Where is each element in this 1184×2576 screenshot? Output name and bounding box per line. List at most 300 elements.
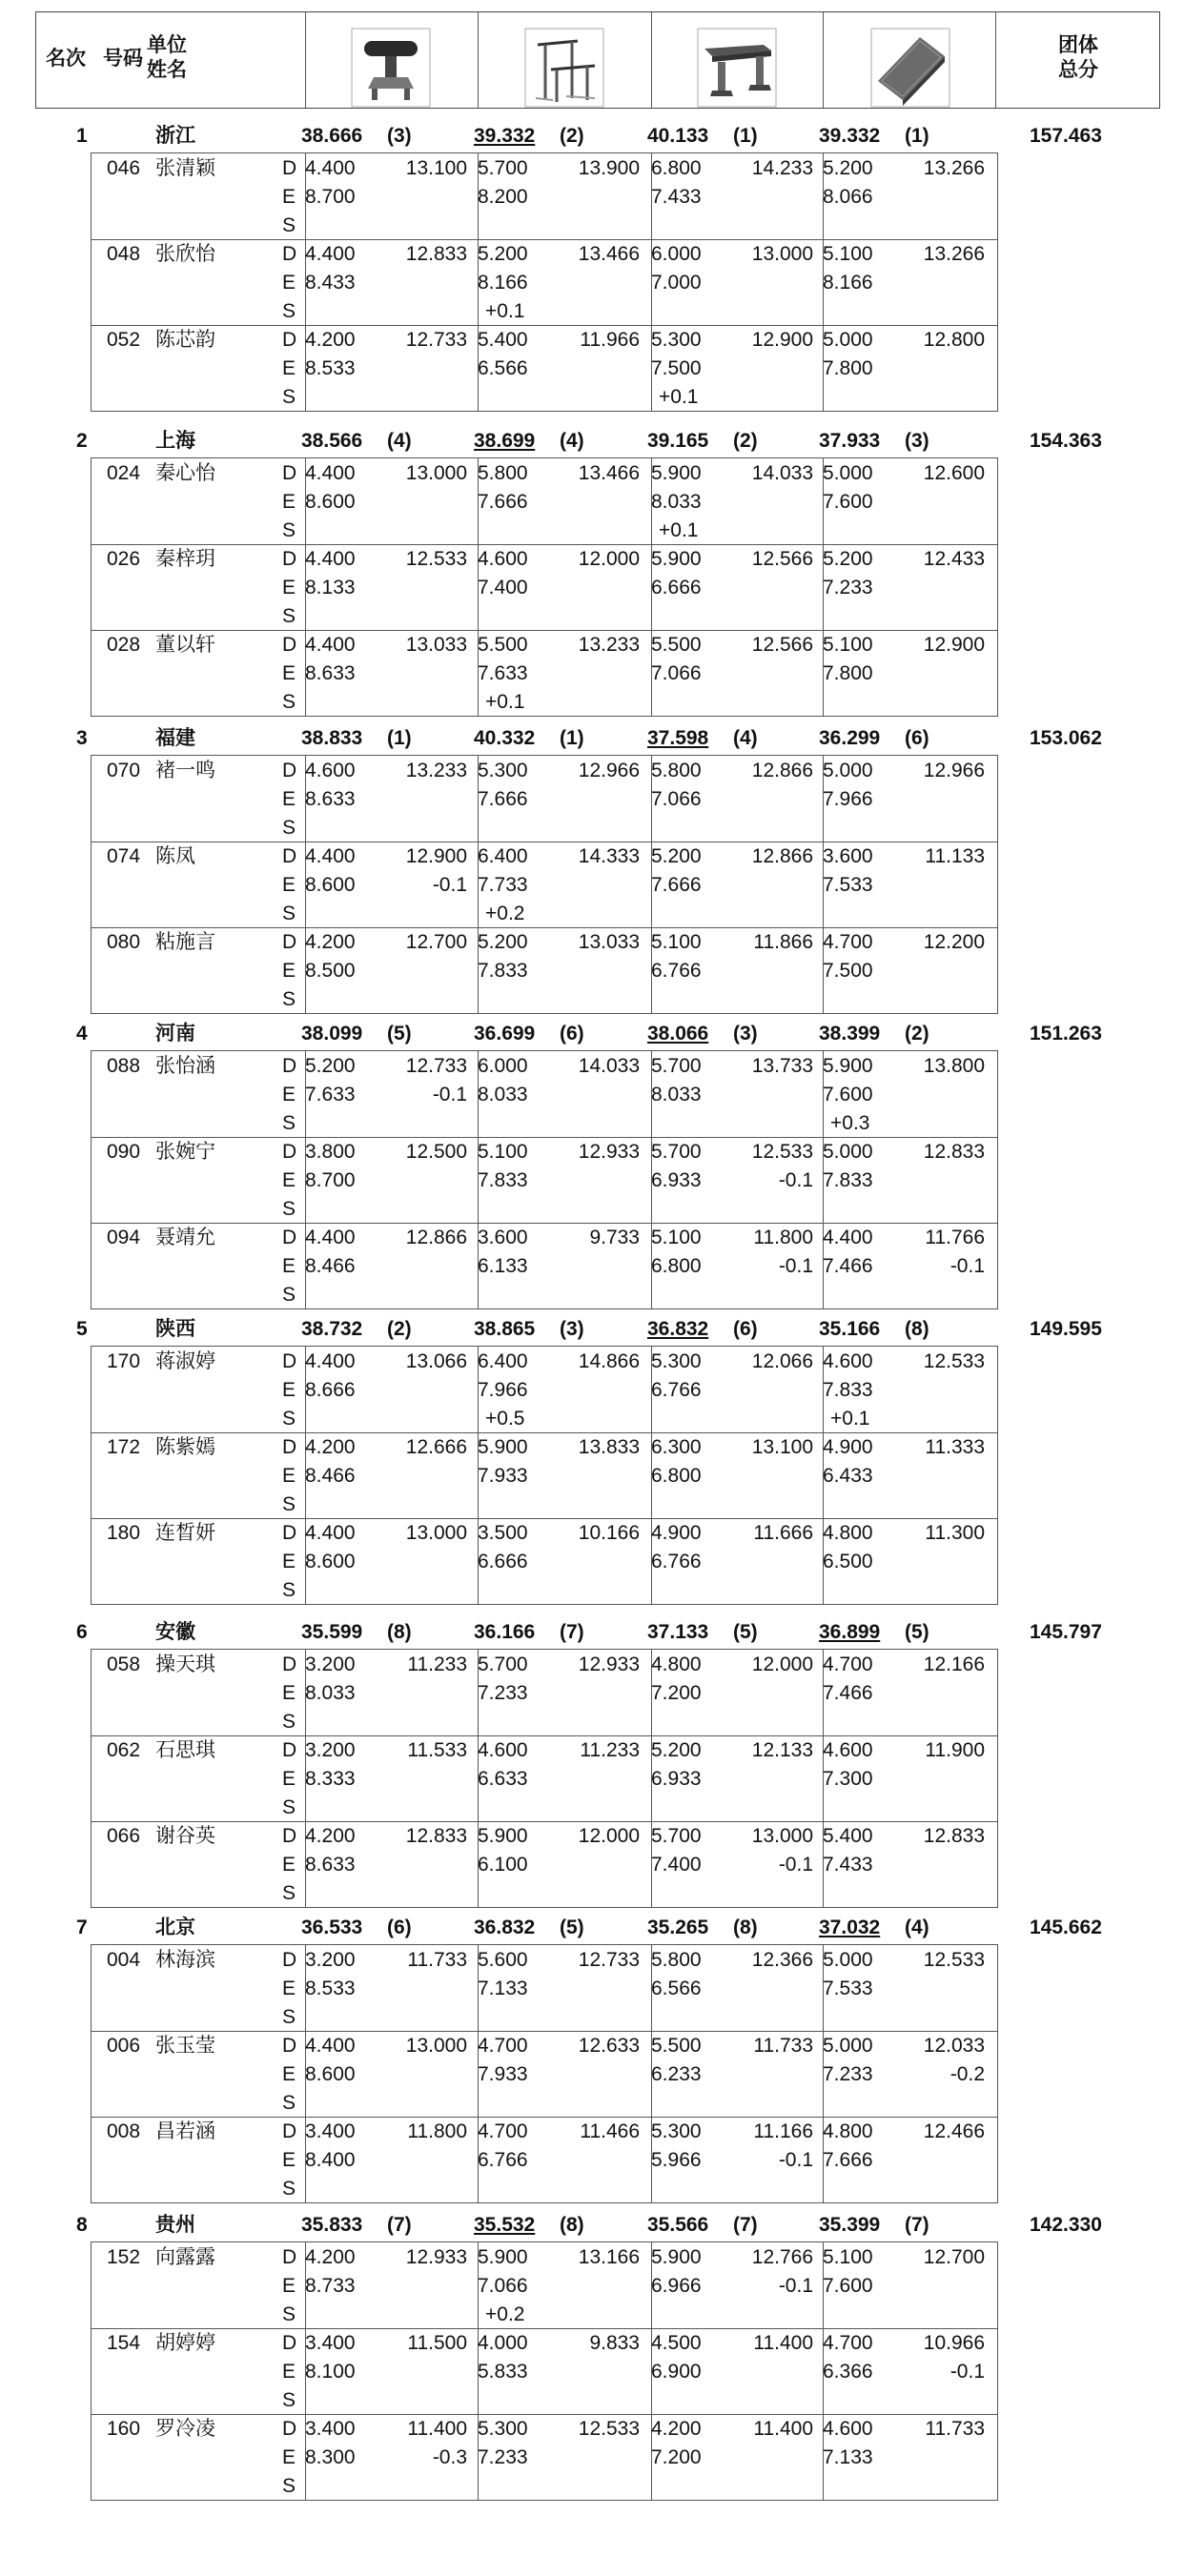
- e-score: 7.600: [823, 491, 873, 513]
- total-score: 11.466: [580, 2120, 640, 2142]
- total-score: 12.966: [578, 760, 640, 781]
- d-score: 5.900: [823, 1055, 873, 1077]
- d-score: 5.500: [651, 634, 702, 656]
- header-divider: [823, 12, 824, 108]
- athlete-name: 陈芯韵: [155, 329, 215, 351]
- d-score: 5.700: [651, 1825, 702, 1847]
- athlete-name: 张清颖: [155, 157, 215, 179]
- des-label: E: [282, 2361, 296, 2383]
- e-score: 6.800: [651, 1465, 702, 1487]
- e-score: 6.633: [478, 1768, 528, 1790]
- total-score: 13.000: [405, 2035, 467, 2057]
- e-score: 7.066: [478, 2275, 528, 2297]
- e-score: 7.066: [651, 788, 702, 810]
- total-score: 12.866: [405, 1227, 467, 1248]
- total-score: 12.533: [578, 2418, 640, 2440]
- des-label: E: [282, 1255, 296, 1277]
- team-apparatus-rank: (3): [905, 430, 929, 452]
- d-score: 4.400: [305, 243, 356, 265]
- d-score: 3.400: [305, 2332, 356, 2354]
- bonus: +0.3: [830, 1112, 870, 1134]
- total-score: 12.966: [923, 760, 985, 781]
- total-score: 12.866: [751, 845, 813, 867]
- team-apparatus-score: 35.166: [819, 1318, 881, 1340]
- d-score: 3.200: [305, 1949, 356, 1971]
- des-label: S: [282, 1882, 296, 1904]
- team-apparatus-score: 35.599: [301, 1621, 363, 1643]
- total-score: 12.700: [405, 931, 467, 953]
- e-score: 7.533: [823, 1978, 873, 1999]
- d-score: 5.800: [478, 462, 528, 484]
- total-score: 12.833: [923, 1825, 985, 1847]
- d-score: 5.300: [478, 2418, 528, 2440]
- team-apparatus-score: 40.133: [647, 125, 709, 147]
- des-label: E: [282, 662, 296, 684]
- team-apparatus-rank: (2): [387, 1318, 412, 1340]
- e-score: 8.433: [305, 272, 356, 294]
- d-score: 5.200: [823, 157, 873, 179]
- team-apparatus-score: 38.099: [301, 1023, 363, 1045]
- des-label: S: [282, 1711, 296, 1733]
- bonus: +0.1: [830, 1408, 870, 1430]
- team-total: 151.263: [1030, 1023, 1102, 1045]
- des-label: S: [282, 2389, 296, 2411]
- e-score: 8.033: [478, 1084, 528, 1105]
- athlete-code: 028: [107, 634, 141, 656]
- total-score: 11.733: [753, 2035, 813, 2057]
- total-score: 13.000: [405, 462, 467, 484]
- team-apparatus-score: 35.265: [647, 1917, 709, 1938]
- total-score: 12.766: [751, 2246, 813, 2268]
- e-score: 6.766: [651, 1379, 702, 1401]
- header-divider: [651, 12, 652, 108]
- penalty: -0.1: [432, 874, 467, 896]
- d-score: 4.900: [823, 1436, 873, 1458]
- d-score: 3.200: [305, 1739, 356, 1761]
- d-score: 5.300: [651, 2120, 702, 2142]
- total-score: 12.833: [405, 243, 467, 265]
- athlete-name: 连晳妍: [155, 1522, 215, 1544]
- des-label: E: [282, 577, 296, 598]
- total-score: 14.033: [751, 462, 813, 484]
- team-apparatus-rank: (7): [560, 1621, 584, 1643]
- total-score: 13.000: [751, 243, 813, 265]
- athlete-name: 张欣怡: [155, 243, 215, 265]
- d-score: 5.000: [823, 329, 873, 351]
- des-label: S: [282, 386, 296, 408]
- des-label: E: [282, 186, 296, 208]
- team-apparatus-score: 36.299: [819, 727, 881, 749]
- d-score: 4.200: [305, 1436, 356, 1458]
- total-score: 13.466: [578, 462, 640, 484]
- team-rank: 7: [76, 1917, 88, 1938]
- d-score: 4.700: [478, 2120, 528, 2142]
- e-score: 7.833: [478, 960, 528, 982]
- total-score: 12.733: [405, 1055, 467, 1077]
- team-unit: 贵州: [155, 2214, 195, 2236]
- d-score: 4.600: [823, 1739, 873, 1761]
- d-score: 4.400: [305, 1227, 356, 1248]
- team-unit: 福建: [155, 727, 195, 749]
- e-score: 5.966: [651, 2149, 702, 2171]
- d-score: 5.900: [478, 2246, 528, 2268]
- d-score: 4.200: [305, 2246, 356, 2268]
- e-score: 7.200: [651, 2446, 702, 2468]
- athlete-code: 090: [107, 1141, 141, 1163]
- team-apparatus-rank: (8): [733, 1917, 758, 1938]
- penalty: -0.1: [432, 1084, 467, 1105]
- team-apparatus-rank: (6): [387, 1917, 412, 1938]
- total-score: 12.866: [751, 760, 813, 781]
- e-score: 8.700: [305, 186, 356, 208]
- total-score: 12.633: [578, 2035, 640, 2057]
- d-score: 4.800: [823, 2120, 873, 2142]
- team-apparatus-score: 39.332: [474, 125, 536, 147]
- e-score: 6.766: [651, 960, 702, 982]
- d-score: 6.300: [651, 1436, 702, 1458]
- team-apparatus-score: 38.699: [474, 430, 536, 452]
- e-score: 8.066: [823, 186, 873, 208]
- team-apparatus-rank: (2): [733, 430, 758, 452]
- athlete-name: 操天琪: [155, 1653, 215, 1675]
- e-score: 6.133: [478, 1255, 528, 1277]
- e-score: 8.600: [305, 491, 356, 513]
- d-score: 6.800: [651, 157, 702, 179]
- des-label: E: [282, 1379, 296, 1401]
- e-score: 6.566: [651, 1978, 702, 1999]
- des-label: D: [282, 634, 297, 656]
- total-score: 9.833: [589, 2332, 640, 2354]
- d-score: 3.600: [823, 845, 873, 867]
- e-score: 6.433: [823, 1465, 873, 1487]
- d-score: 3.400: [305, 2120, 356, 2142]
- e-score: 8.166: [478, 272, 528, 294]
- d-score: 4.600: [823, 1350, 873, 1372]
- d-score: 5.200: [478, 931, 528, 953]
- d-score: 4.600: [478, 548, 528, 570]
- athlete-name: 粘施言: [155, 931, 215, 953]
- des-label: S: [282, 300, 296, 322]
- athlete-name: 张怡涵: [155, 1055, 215, 1077]
- total-score: 12.666: [405, 1436, 467, 1458]
- team-apparatus-score: 38.732: [301, 1318, 363, 1340]
- des-label: E: [282, 1084, 296, 1105]
- des-label: D: [282, 931, 297, 953]
- bonus: +0.1: [659, 386, 699, 408]
- total-score: 12.733: [578, 1949, 640, 1971]
- e-score: 7.066: [651, 662, 702, 684]
- d-score: 4.800: [823, 1522, 873, 1544]
- e-score: 7.433: [823, 1854, 873, 1876]
- penalty: -0.1: [778, 2149, 813, 2171]
- d-score: 3.600: [478, 1227, 528, 1248]
- team-apparatus-rank: (1): [733, 125, 758, 147]
- e-score: 7.400: [478, 577, 528, 598]
- des-label: S: [282, 2475, 296, 2497]
- d-score: 5.100: [823, 243, 873, 265]
- total-score: 12.833: [405, 1825, 467, 1847]
- des-label: S: [282, 903, 296, 924]
- d-score: 5.900: [478, 1436, 528, 1458]
- e-score: 7.833: [478, 1169, 528, 1191]
- team-apparatus-rank: (6): [560, 1023, 584, 1045]
- total-score: 12.933: [578, 1653, 640, 1675]
- team-apparatus-score: 36.166: [474, 1621, 536, 1643]
- team-apparatus-rank: (4): [387, 430, 412, 452]
- total-score: 10.966: [923, 2332, 985, 2354]
- team-rank: 2: [76, 430, 88, 452]
- des-label: D: [282, 2246, 297, 2268]
- des-label: E: [282, 1465, 296, 1487]
- team-apparatus-rank: (7): [733, 2214, 758, 2236]
- code-header: 号码: [103, 48, 143, 70]
- d-score: 4.800: [651, 1653, 702, 1675]
- d-score: 4.400: [305, 462, 356, 484]
- total-score: 11.733: [407, 1949, 467, 1971]
- e-score: 8.600: [305, 1551, 356, 1572]
- rank-header: 名次: [46, 48, 86, 70]
- total-score: 11.966: [580, 329, 640, 351]
- e-score: 8.133: [305, 577, 356, 598]
- e-score: 7.466: [823, 1255, 873, 1277]
- d-score: 5.200: [478, 243, 528, 265]
- e-score: 7.000: [651, 272, 702, 294]
- team-apparatus-score: 38.066: [647, 1023, 709, 1045]
- athlete-code: 172: [107, 1436, 141, 1458]
- team-rank: 8: [76, 2214, 88, 2236]
- team-apparatus-score: 37.032: [819, 1917, 881, 1938]
- athlete-code: 006: [107, 2035, 141, 2057]
- e-score: 7.833: [823, 1169, 873, 1191]
- des-label: S: [282, 1284, 296, 1306]
- athlete-name: 聂靖允: [155, 1227, 215, 1248]
- athlete-code: 048: [107, 243, 141, 265]
- bonus: +0.1: [659, 519, 699, 541]
- e-score: 8.733: [305, 2275, 356, 2297]
- total-score: 13.233: [405, 760, 467, 781]
- d-score: 6.400: [478, 1350, 528, 1372]
- des-label: D: [282, 2035, 297, 2057]
- e-score: 7.966: [823, 788, 873, 810]
- total-score: 12.900: [923, 634, 985, 656]
- e-score: 7.600: [823, 2275, 873, 2297]
- athlete-name: 谢谷英: [155, 1825, 215, 1847]
- header-divider: [305, 12, 306, 108]
- d-score: 5.300: [651, 329, 702, 351]
- d-score: 4.700: [823, 1653, 873, 1675]
- team-apparatus-score: 35.399: [819, 2214, 881, 2236]
- des-label: E: [282, 1551, 296, 1572]
- e-score: 8.466: [305, 1465, 356, 1487]
- penalty: -0.1: [778, 1255, 813, 1277]
- total-score: 12.500: [405, 1141, 467, 1163]
- d-score: 5.200: [651, 845, 702, 867]
- team-total: 153.062: [1030, 727, 1102, 749]
- d-score: 5.900: [651, 548, 702, 570]
- athlete-code: 058: [107, 1653, 141, 1675]
- d-score: 5.000: [823, 760, 873, 781]
- e-score: 8.533: [305, 1978, 356, 1999]
- total-score: 12.533: [923, 1949, 985, 1971]
- athlete-code: 026: [107, 548, 141, 570]
- team-apparatus-rank: (4): [560, 430, 584, 452]
- e-score: 8.033: [305, 1682, 356, 1704]
- athlete-code: 074: [107, 845, 141, 867]
- des-label: D: [282, 845, 297, 867]
- d-score: 5.100: [823, 2246, 873, 2268]
- d-score: 4.700: [478, 2035, 528, 2057]
- des-label: D: [282, 2332, 297, 2354]
- team-apparatus-score: 38.666: [301, 125, 363, 147]
- total-score: 12.066: [751, 1350, 813, 1372]
- des-label: E: [282, 788, 296, 810]
- total-score: 11.400: [753, 2332, 813, 2354]
- total-score: 13.233: [578, 634, 640, 656]
- e-score: 8.166: [823, 272, 873, 294]
- d-score: 4.600: [305, 760, 356, 781]
- des-label: D: [282, 243, 297, 265]
- team-rank: 1: [76, 125, 88, 147]
- e-score: 8.033: [651, 491, 702, 513]
- e-score: 7.466: [823, 1682, 873, 1704]
- e-score: 8.300: [305, 2446, 356, 2468]
- team-unit: 北京: [155, 1917, 195, 1938]
- total-score: 13.033: [405, 634, 467, 656]
- team-apparatus-rank: (3): [560, 1318, 584, 1340]
- d-score: 5.400: [823, 1825, 873, 1847]
- d-score: 4.400: [823, 1227, 873, 1248]
- e-score: 7.666: [478, 788, 528, 810]
- e-score: 6.666: [651, 577, 702, 598]
- team-apparatus-score: 38.399: [819, 1023, 881, 1045]
- e-score: 8.100: [305, 2361, 356, 2383]
- team-apparatus-rank: (5): [905, 1621, 929, 1643]
- e-score: 7.133: [478, 1978, 528, 1999]
- total-score: 11.733: [925, 2418, 985, 2440]
- total-score: 11.500: [407, 2332, 467, 2354]
- d-score: 4.200: [305, 931, 356, 953]
- des-label: E: [282, 272, 296, 294]
- d-score: 4.400: [305, 634, 356, 656]
- des-label: E: [282, 491, 296, 513]
- team-unit: 上海: [155, 430, 195, 452]
- athlete-code: 046: [107, 157, 141, 179]
- total-score: 13.100: [405, 157, 467, 179]
- team-apparatus-rank: (6): [733, 1318, 758, 1340]
- team-apparatus-score: 38.833: [301, 727, 363, 749]
- total-score: 11.166: [753, 2120, 813, 2142]
- athlete-code: 070: [107, 760, 141, 781]
- d-score: 5.100: [651, 1227, 702, 1248]
- e-score: 6.100: [478, 1854, 528, 1876]
- total-score: 12.000: [751, 1653, 813, 1675]
- team-apparatus-rank: (4): [733, 727, 758, 749]
- penalty: -0.1: [778, 1169, 813, 1191]
- d-score: 3.200: [305, 1653, 356, 1675]
- athlete-code: 024: [107, 462, 141, 484]
- total-score: 11.533: [407, 1739, 467, 1761]
- des-label: S: [282, 817, 296, 839]
- total-score: 13.266: [923, 157, 985, 179]
- athlete-name: 陈紫嫣: [155, 1436, 215, 1458]
- bonus: +0.2: [485, 2303, 525, 2325]
- team-apparatus-rank: (5): [387, 1023, 412, 1045]
- des-label: D: [282, 2418, 297, 2440]
- team-apparatus-score: 36.832: [474, 1917, 536, 1938]
- d-score: 5.700: [651, 1055, 702, 1077]
- des-label: E: [282, 960, 296, 982]
- team-apparatus-score: 36.699: [474, 1023, 536, 1045]
- penalty: -0.1: [949, 1255, 985, 1277]
- team-rank: 6: [76, 1621, 88, 1643]
- bonus: +0.2: [485, 903, 525, 924]
- e-score: 6.233: [651, 2063, 702, 2085]
- total-score: 11.800: [753, 1227, 813, 1248]
- e-score: 7.733: [478, 874, 528, 896]
- total-score: 12.566: [751, 634, 813, 656]
- total-score: 11.400: [753, 2418, 813, 2440]
- bonus: +0.1: [485, 691, 525, 713]
- total-score: 13.000: [405, 1522, 467, 1544]
- total-score: 13.466: [578, 243, 640, 265]
- total-score: 14.333: [578, 845, 640, 867]
- des-label: D: [282, 1949, 297, 1971]
- bonus: +0.1: [485, 300, 525, 322]
- des-label: E: [282, 1854, 296, 1876]
- d-score: 4.900: [651, 1522, 702, 1544]
- des-label: S: [282, 605, 296, 627]
- team-apparatus-rank: (3): [733, 1023, 758, 1045]
- d-score: 5.200: [651, 1739, 702, 1761]
- des-label: E: [282, 357, 296, 379]
- e-score: 6.766: [651, 1551, 702, 1572]
- team-unit: 陕西: [155, 1318, 195, 1340]
- d-score: 5.700: [478, 157, 528, 179]
- total-score: 13.033: [578, 931, 640, 953]
- des-label: D: [282, 1522, 297, 1544]
- total-score: 12.533: [405, 548, 467, 570]
- total-score: 10.166: [578, 1522, 640, 1544]
- des-label: D: [282, 1739, 297, 1761]
- e-score: 8.666: [305, 1379, 356, 1401]
- des-label: E: [282, 874, 296, 896]
- team-apparatus-score: 38.865: [474, 1318, 536, 1340]
- e-score: 7.433: [651, 186, 702, 208]
- e-score: 7.200: [651, 1682, 702, 1704]
- team-total: 145.797: [1030, 1621, 1102, 1643]
- athlete-name: 蒋淑婷: [155, 1350, 215, 1372]
- team-rank: 5: [76, 1318, 88, 1340]
- total-score: 13.900: [578, 157, 640, 179]
- total-score: 13.733: [751, 1055, 813, 1077]
- des-label: D: [282, 1436, 297, 1458]
- e-score: 6.800: [651, 1255, 702, 1277]
- des-label: E: [282, 1768, 296, 1790]
- d-score: 4.600: [823, 2418, 873, 2440]
- d-score: 5.000: [823, 1141, 873, 1163]
- total-score: 12.166: [923, 1653, 985, 1675]
- des-label: D: [282, 760, 297, 781]
- team-apparatus-score: 39.165: [647, 430, 709, 452]
- athlete-code: 004: [107, 1949, 141, 1971]
- d-score: 5.000: [823, 2035, 873, 2057]
- des-label: S: [282, 1112, 296, 1134]
- e-score: 6.933: [651, 1169, 702, 1191]
- team-apparatus-rank: (8): [905, 1318, 929, 1340]
- team-apparatus-rank: (5): [560, 1917, 584, 1938]
- e-score: 6.766: [478, 2149, 528, 2171]
- athlete-code: 152: [107, 2246, 141, 2268]
